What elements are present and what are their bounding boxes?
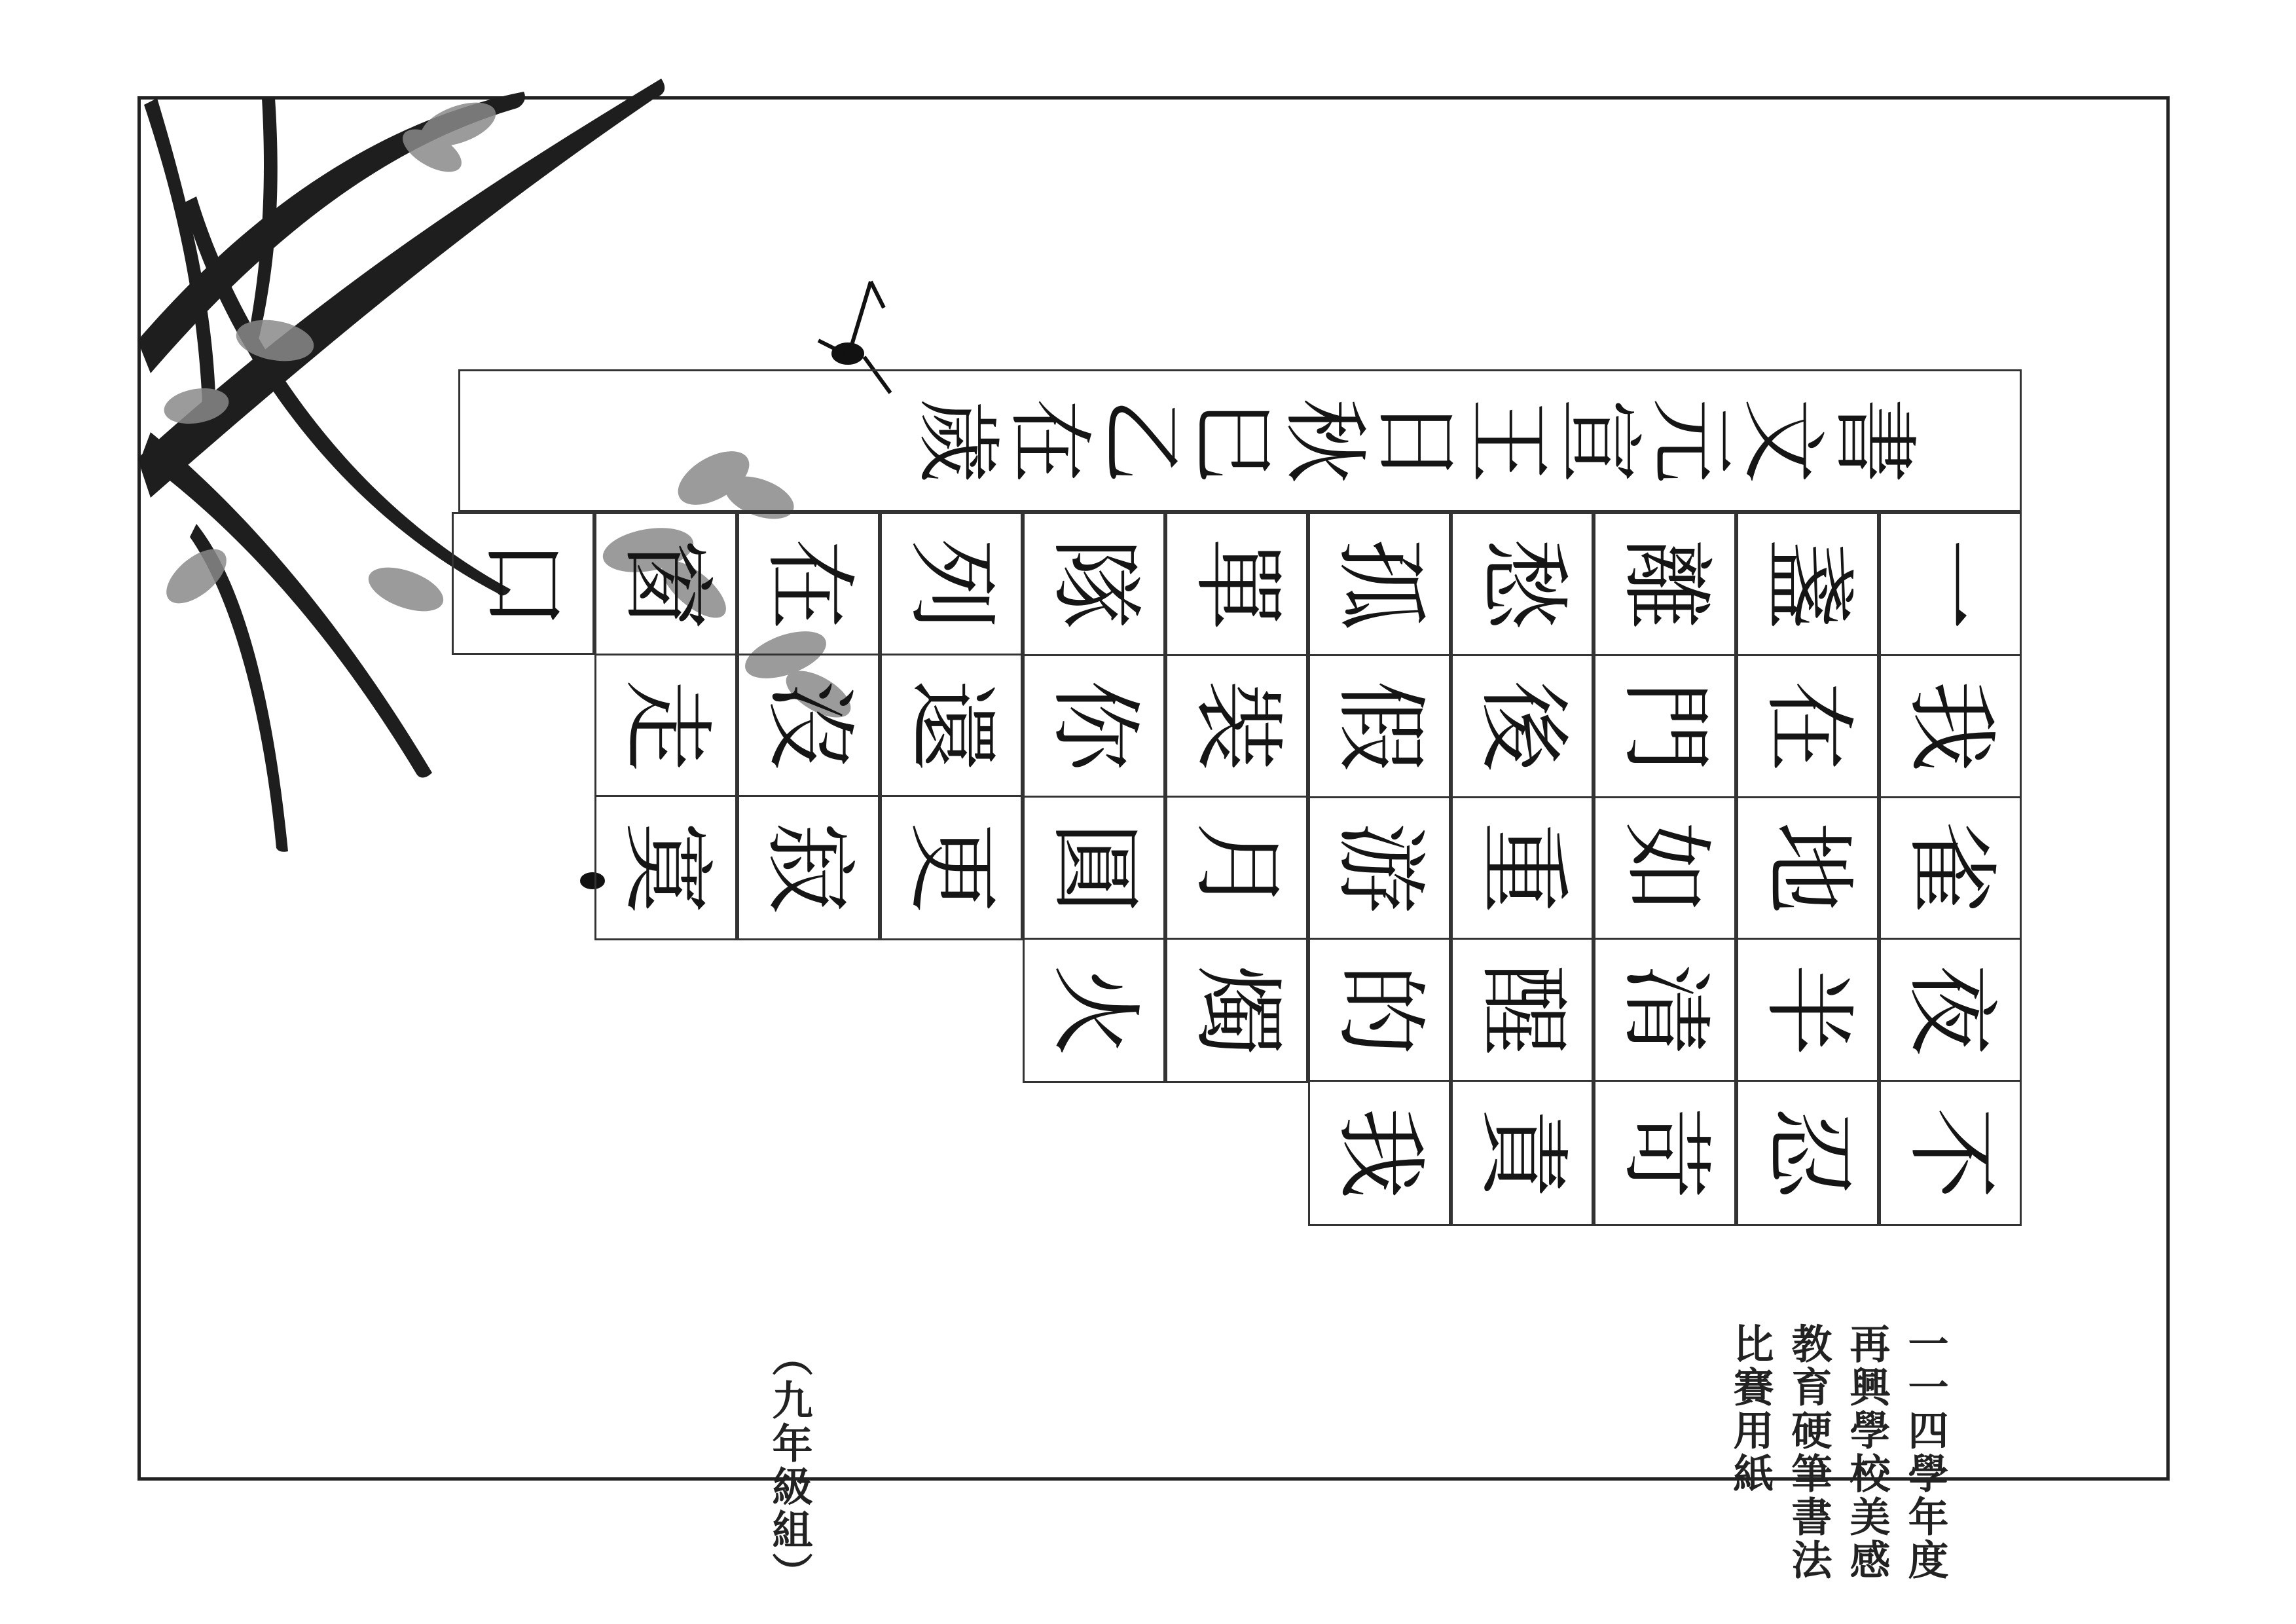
grid-strip-2 (1736, 512, 1879, 1226)
grid-cell (1453, 798, 1592, 940)
handwritten-character: 隊 (1040, 538, 1148, 630)
grid-strip-7 (1023, 512, 1165, 1083)
grid-strip-8 (880, 512, 1023, 940)
grid-cell (882, 797, 1021, 938)
handwritten-character: 忍 (1754, 1107, 1861, 1199)
grid-cell (596, 797, 735, 938)
grid-cell (1738, 940, 1877, 1082)
handwritten-character: 一 (1897, 538, 2004, 630)
handwritten-character: 假 (1326, 680, 1433, 772)
grid-cell (1881, 1082, 2020, 1224)
grid-cell (596, 655, 735, 797)
handwritten-character: 如 (1611, 822, 1719, 914)
handwritten-character: 重 (1468, 822, 1576, 914)
grid-cell (1881, 514, 2020, 656)
signature-character: 文 (1733, 397, 1832, 483)
grid-cell (1025, 656, 1163, 798)
grid-cell (596, 514, 735, 655)
grid-cell (1881, 656, 2020, 798)
grid-cell (1881, 940, 2020, 1082)
handwritten-character: 我 (1326, 1107, 1433, 1199)
grid-cell (1167, 514, 1306, 656)
handwritten-character: 不 (1897, 1107, 2004, 1199)
grid-strip-9 (737, 512, 880, 940)
grid-cell (1310, 1082, 1449, 1224)
signature-character: 宣 (1550, 397, 1649, 483)
handwritten-character: 沒 (755, 679, 862, 771)
grid-strip-4 (1451, 512, 1594, 1226)
handwritten-character: 寂 (755, 822, 862, 914)
handwritten-character: 月 (1183, 821, 1290, 913)
grade-group-label: （九年級組） (765, 1336, 813, 1595)
grid-strip-3 (1594, 512, 1736, 1226)
handwritten-character: 窗 (612, 538, 720, 630)
insect-icon (833, 344, 862, 363)
grid-strip-5 (1308, 512, 1451, 1226)
grid-strip-11 (452, 512, 594, 655)
handwritten-character: 在 (1754, 680, 1861, 772)
signature-row (458, 369, 2022, 512)
grid-cell (1310, 514, 1449, 656)
grid-strip-6 (1165, 512, 1308, 1083)
handwritten-character: 半 (1754, 964, 1861, 1056)
grid-cell (1310, 798, 1449, 940)
handwritten-character: 游 (1326, 822, 1433, 914)
handwritten-character: 你 (1040, 680, 1148, 772)
signature-character: 王 (1458, 397, 1558, 483)
grid-cell (1453, 514, 1592, 656)
signature-character: 巳 (1183, 397, 1283, 483)
grid-cell (1453, 656, 1592, 798)
handwritten-character: 列 (898, 538, 1005, 630)
grid-cell (1738, 656, 1877, 798)
grid-cell (1025, 514, 1163, 656)
form-title: 一一四學年度再興學校美感教育硬筆書法比賽用紙 (1726, 1323, 1949, 1582)
signature-character: 歲 (908, 397, 1008, 483)
grid-cell (1453, 1082, 1592, 1224)
handwritten-character: 裝 (1183, 680, 1290, 772)
grid-cell (454, 514, 592, 653)
signature-character: 書 (1825, 397, 1924, 483)
grid-cell (739, 655, 878, 797)
signature-character: 元 (1641, 397, 1741, 483)
handwritten-character: 清 (1611, 964, 1719, 1056)
handwritten-character: 圓 (1040, 821, 1148, 913)
handwritten-character: 苛 (1611, 1107, 1719, 1199)
grid-cell (1738, 514, 1877, 656)
handwritten-character: 夜 (1897, 964, 2004, 1056)
grid-cell (1595, 940, 1734, 1082)
grid-cell (1025, 940, 1163, 1081)
handwritten-character: 更 (898, 822, 1005, 914)
handwritten-character: 我 (1897, 680, 2004, 772)
grid-cell (1453, 940, 1592, 1082)
grid-cell (1738, 798, 1877, 940)
handwritten-character: 後 (1468, 680, 1576, 772)
grid-cell (1738, 1082, 1877, 1224)
grid-cell (739, 797, 878, 938)
grid-cell (1167, 656, 1306, 798)
handwritten-character: 地 (1754, 822, 1861, 914)
handwritten-character: 還 (898, 679, 1005, 771)
handwritten-character: 燭 (1183, 964, 1290, 1056)
handwritten-character: 責 (1468, 1107, 1576, 1199)
handwritten-character: 離 (1611, 538, 1719, 630)
handwritten-character: 走 (612, 679, 720, 771)
handwritten-character: 醒 (1468, 964, 1576, 1056)
signature-character: 在 (1000, 397, 1099, 483)
handwritten-character: 寞 (612, 822, 720, 914)
grid-cell (1881, 798, 2020, 940)
handwritten-character: 門 (1611, 680, 1719, 772)
signature-character: 秋 (1275, 397, 1374, 483)
grid-cell (739, 514, 878, 655)
handwritten-character: 口 (469, 537, 577, 630)
grid-cell (1167, 798, 1306, 940)
handwritten-character: 孤 (1326, 538, 1433, 630)
grid-strip-10 (594, 512, 737, 940)
grid-cell (1025, 798, 1163, 940)
grid-cell (882, 514, 1021, 655)
signature-character: 乙 (1091, 397, 1191, 483)
handwritten-character: 雀 (1897, 822, 2004, 914)
grid-cell (1595, 1082, 1734, 1224)
handwritten-character: 愁 (1468, 538, 1576, 630)
grid-cell (1595, 656, 1734, 798)
grid-strip-1 (1879, 512, 2022, 1226)
handwritten-character: 火 (1040, 964, 1148, 1056)
grid-cell (1310, 656, 1449, 798)
handwritten-character: 的 (1326, 964, 1433, 1056)
orchid-leaf (141, 432, 432, 778)
orchid-petal (363, 559, 449, 620)
grid-cell (1310, 940, 1449, 1082)
handwritten-character: 單 (1183, 538, 1290, 630)
grid-cell (882, 655, 1021, 797)
grid-cell (1167, 940, 1306, 1081)
signature-character: 日 (1366, 397, 1466, 483)
handwritten-character: 在 (755, 538, 862, 630)
handwritten-character: 盞 (1754, 538, 1861, 630)
grid-cell (1595, 514, 1734, 656)
grid-cell (1595, 798, 1734, 940)
